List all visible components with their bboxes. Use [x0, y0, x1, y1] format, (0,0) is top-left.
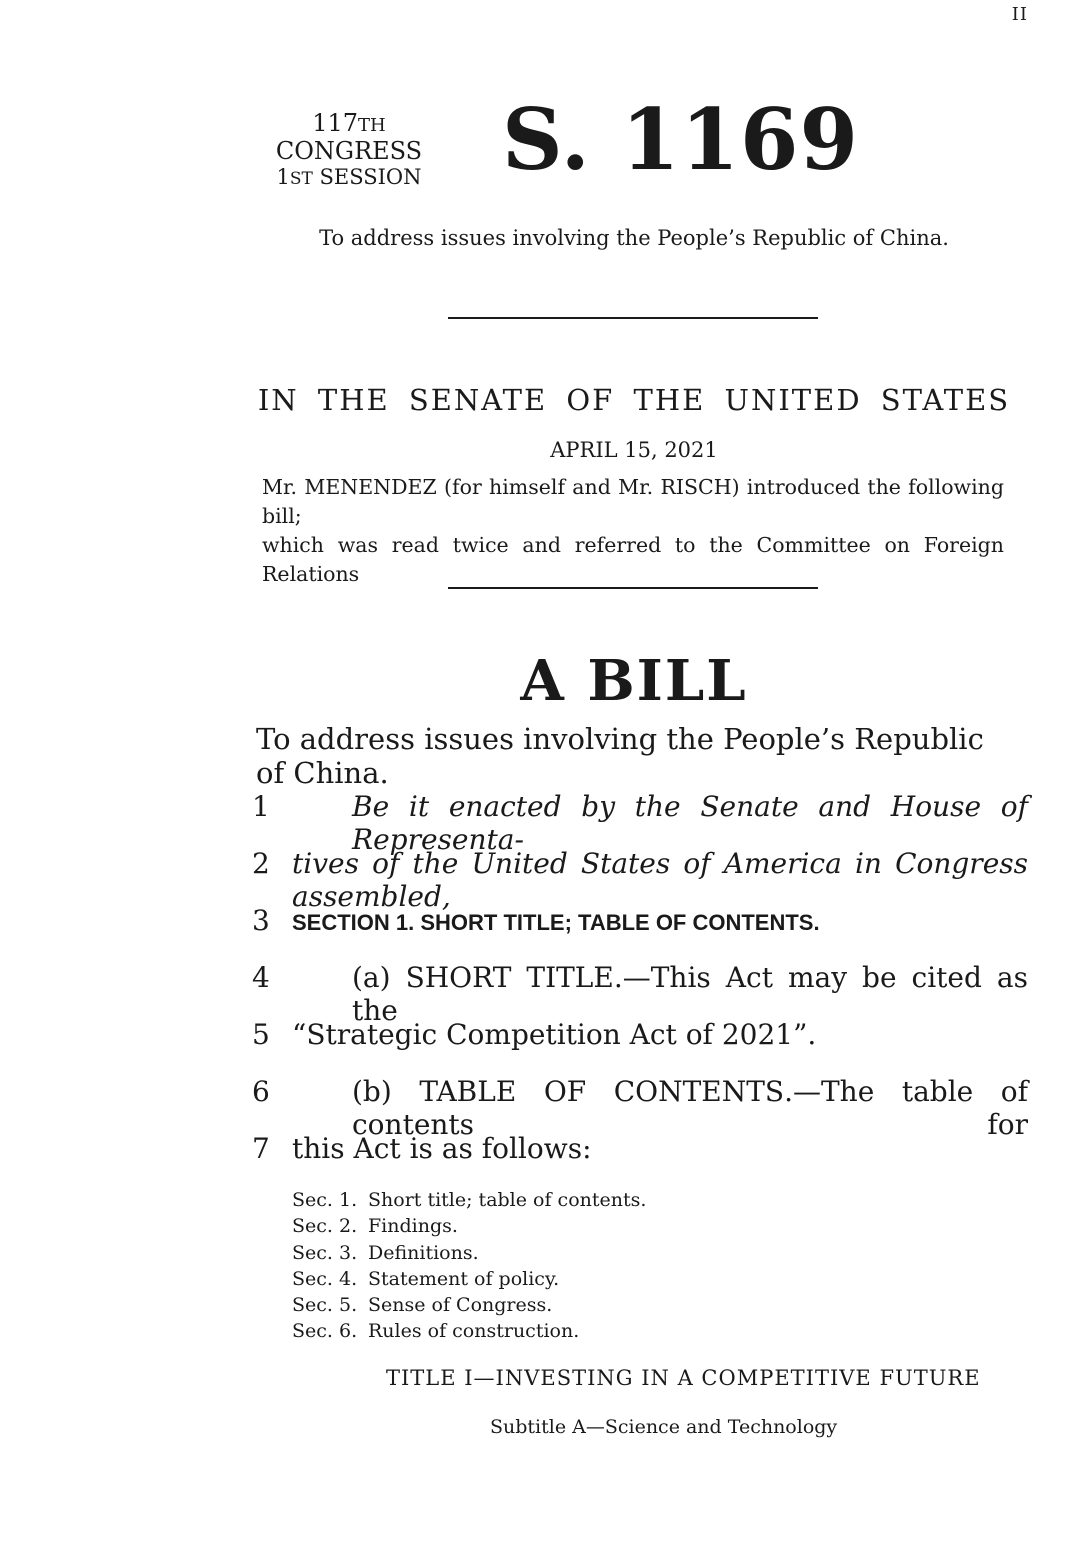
bill-heading: A BILL [520, 648, 748, 714]
short-title-line: (a) SHORT TITLE.—This Act may be cited as the [352, 961, 1028, 1027]
enacting-clause-line: Be it enacted by the Senate and House of Representa- [352, 790, 1028, 856]
divider-rule [448, 587, 818, 589]
line-number: 2 [252, 847, 270, 880]
table-of-contents-line: (b) TABLE OF CONTENTS.—The table of contents for [352, 1075, 1028, 1141]
line-number: 7 [252, 1132, 270, 1165]
section-heading: SECTION 1. SHORT TITLE; TABLE OF CONTENTS. [292, 910, 820, 935]
page-corner-mark: II [1011, 4, 1028, 25]
session-label: 1ST SESSION [276, 165, 422, 190]
introduction-line-1: Mr. MENENDEZ (for himself and Mr. RISCH) introduced the following bill; [262, 475, 1004, 528]
subtitle-heading: Subtitle A—Science and Technology [490, 1416, 838, 1438]
table-of-contents-line: this Act is as follows: [292, 1132, 592, 1165]
line-number: 3 [252, 904, 270, 937]
divider-rule [448, 317, 818, 319]
line-number: 4 [252, 961, 270, 994]
toc-entry: Sec. 3. Definitions. [292, 1241, 479, 1264]
toc-entry: Sec. 2. Findings. [292, 1215, 458, 1238]
line-number: 6 [252, 1075, 270, 1108]
bill-purpose-header: To address issues involving the People’s Republic of China. [319, 226, 949, 250]
table-of-contents [292, 1187, 646, 1345]
congress-label: 117TH CONGRESS [275, 109, 423, 165]
line-number: 5 [252, 1018, 270, 1051]
introduction-statement [262, 473, 1004, 589]
toc-entry: Sec. 5. Sense of Congress. [292, 1294, 553, 1317]
title-heading: TITLE I—INVESTING IN A COMPETITIVE FUTURE [386, 1366, 981, 1390]
congress-session-block [236, 110, 462, 190]
chamber-heading: IN THE SENATE OF THE UNITED STATES [257, 383, 1011, 417]
toc-entry: Sec. 1. Short title; table of contents. [292, 1189, 647, 1211]
toc-entry: Sec. 4. Statement of policy. [292, 1267, 560, 1290]
toc-entry: Sec. 6. Rules of construction. [292, 1320, 580, 1343]
line-number: 1 [252, 790, 270, 823]
bill-number: S. 1169 [502, 90, 859, 189]
bill-purpose: To address issues involving the People’s Republic of China. [256, 722, 984, 790]
short-title-line: “Strategic Competition Act of 2021”. [292, 1018, 817, 1051]
enacting-clause-line: tives of the United States of America in Congress assembled, [292, 847, 1028, 913]
introduction-line-2: which was read twice and referred to the Committee on Foreign Relations [262, 533, 1004, 586]
introduction-date: APRIL 15, 2021 [550, 438, 718, 462]
